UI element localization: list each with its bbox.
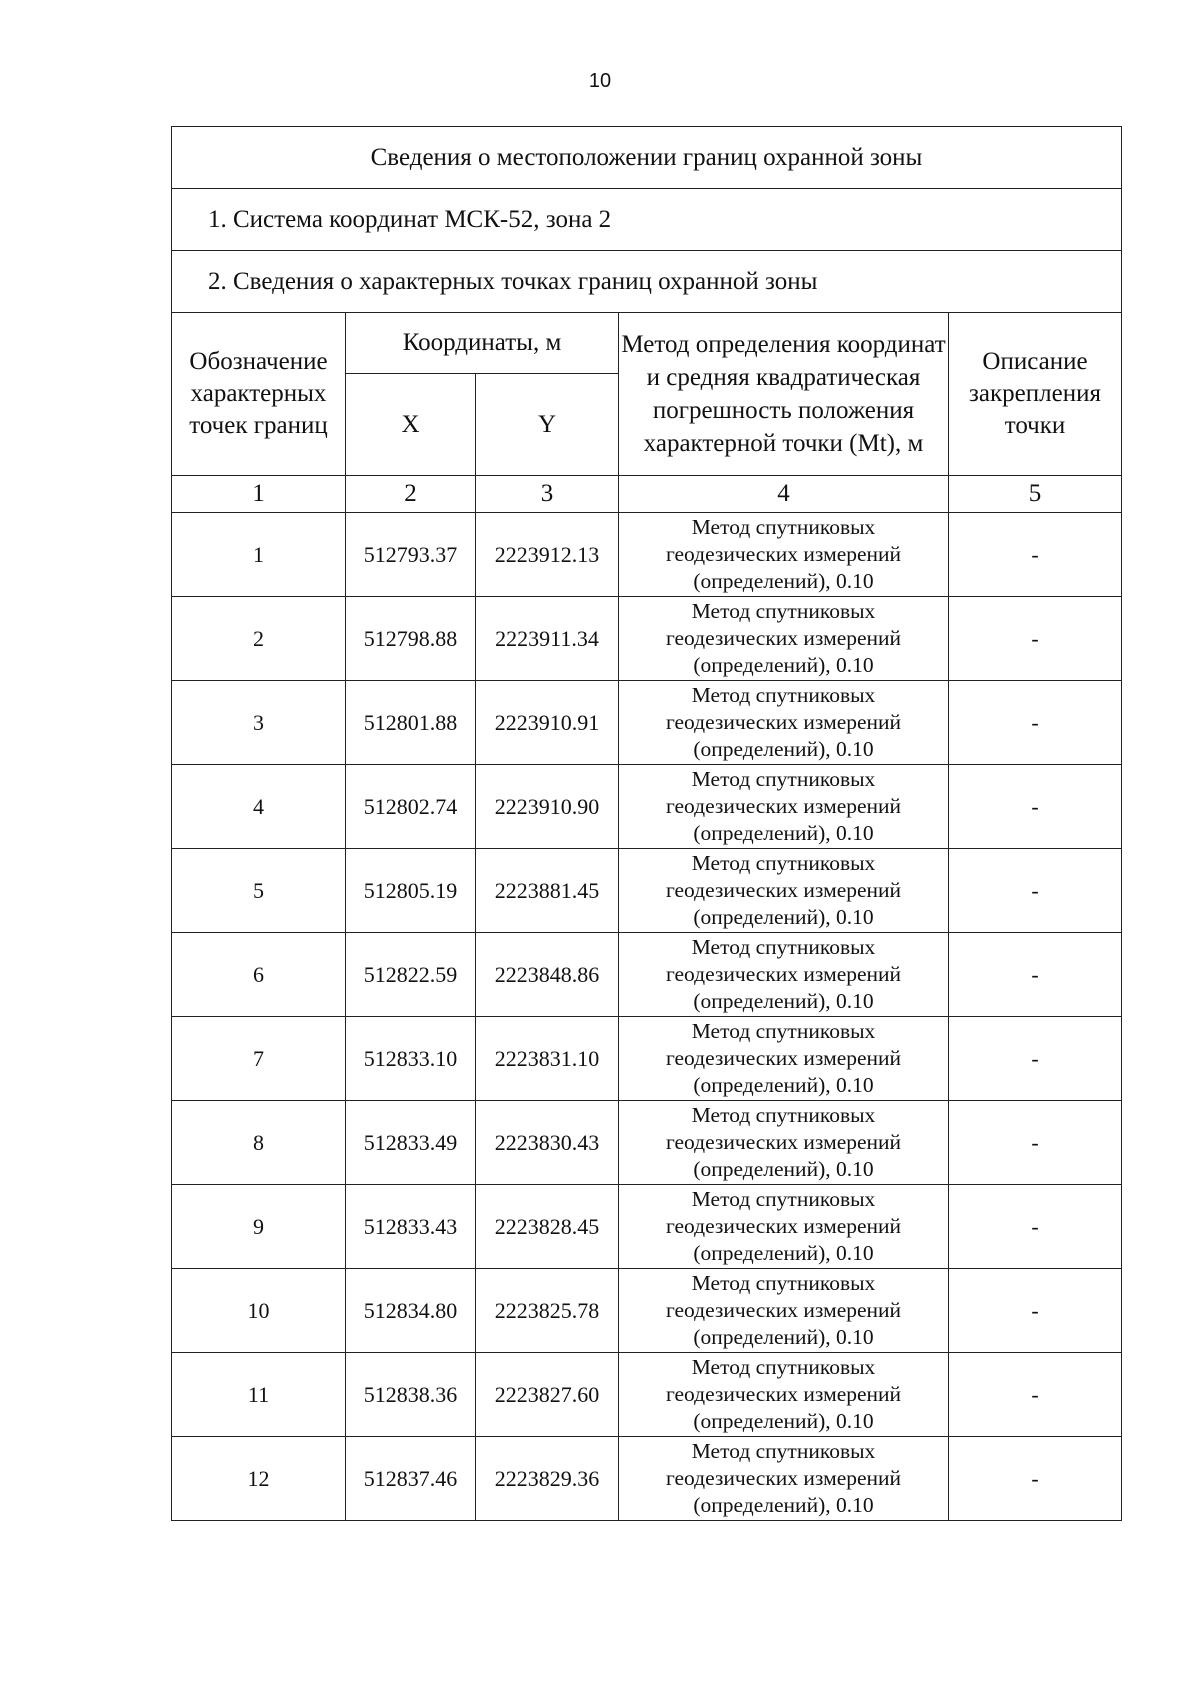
method-line: Метод спутниковых [691, 851, 876, 875]
method-line: геодезических измерений [665, 1046, 902, 1070]
method-line: геодезических измерений [665, 794, 902, 818]
method-line: (определений), 0.10 [693, 1073, 874, 1097]
header-y: Y [476, 374, 619, 476]
point-number-cell: 5 [172, 849, 346, 933]
x-coordinate-cell: 512798.88 [346, 597, 476, 681]
y-coordinate-cell: 2223829.36 [476, 1437, 619, 1521]
table-row [172, 681, 1122, 765]
method-cell [619, 597, 949, 681]
table-row [172, 1437, 1122, 1521]
description-cell: - [949, 1101, 1122, 1185]
method-line: (определений), 0.10 [693, 569, 874, 593]
method-line: (определений), 0.10 [693, 989, 874, 1013]
method-line: Метод спутниковых [691, 767, 876, 791]
method-cell [619, 1269, 949, 1353]
method-cell [619, 765, 949, 849]
method-line: геодезических измерений [665, 626, 902, 650]
method-cell [619, 1101, 949, 1185]
table-row [172, 1101, 1122, 1185]
description-cell: - [949, 849, 1122, 933]
point-number-cell: 7 [172, 1017, 346, 1101]
table-row [172, 1185, 1122, 1269]
point-number-cell: 1 [172, 513, 346, 597]
method-line: Метод спутниковых [691, 1355, 876, 1379]
point-number-cell: 6 [172, 933, 346, 1017]
description-cell: - [949, 1437, 1122, 1521]
y-coordinate-cell: 2223848.86 [476, 933, 619, 1017]
y-coordinate-cell: 2223827.60 [476, 1353, 619, 1437]
description-cell: - [949, 1269, 1122, 1353]
point-number-cell: 10 [172, 1269, 346, 1353]
y-coordinate-cell: 2223830.43 [476, 1101, 619, 1185]
method-line: (определений), 0.10 [693, 1157, 874, 1181]
table-row [172, 597, 1122, 681]
description-cell: - [949, 597, 1122, 681]
x-coordinate-cell: 512802.74 [346, 765, 476, 849]
column-number: 4 [619, 476, 949, 513]
method-line: геодезических измерений [665, 1466, 902, 1490]
y-coordinate-cell: 2223881.45 [476, 849, 619, 933]
x-coordinate-cell: 512833.10 [346, 1017, 476, 1101]
x-coordinate-cell: 512833.43 [346, 1185, 476, 1269]
y-coordinate-cell: 2223831.10 [476, 1017, 619, 1101]
point-number-cell: 4 [172, 765, 346, 849]
method-cell [619, 1353, 949, 1437]
method-line: Метод спутниковых [691, 683, 876, 707]
point-number-cell: 12 [172, 1437, 346, 1521]
y-coordinate-cell: 2223910.90 [476, 765, 619, 849]
x-coordinate-cell: 512801.88 [346, 681, 476, 765]
table-row [172, 849, 1122, 933]
table-row [172, 1269, 1122, 1353]
x-coordinate-cell: 512833.49 [346, 1101, 476, 1185]
x-coordinate-cell: 512822.59 [346, 933, 476, 1017]
method-cell [619, 1017, 949, 1101]
method-line: Метод спутниковых [691, 935, 876, 959]
method-line: геодезических измерений [665, 542, 902, 566]
column-number: 3 [476, 476, 619, 513]
table-row [172, 513, 1122, 597]
method-cell [619, 681, 949, 765]
y-coordinate-cell: 2223911.34 [476, 597, 619, 681]
description-cell: - [949, 765, 1122, 849]
method-line: Метод спутниковых [691, 1019, 876, 1043]
method-cell [619, 849, 949, 933]
point-number-cell: 3 [172, 681, 346, 765]
x-coordinate-cell: 512793.37 [346, 513, 476, 597]
method-line: Метод спутниковых [691, 1439, 876, 1463]
method-line: (определений), 0.10 [693, 821, 874, 845]
table-row [172, 1353, 1122, 1437]
method-cell [619, 513, 949, 597]
method-line: (определений), 0.10 [693, 1493, 874, 1517]
method-cell [619, 1185, 949, 1269]
description-cell: - [949, 1185, 1122, 1269]
x-coordinate-cell: 512805.19 [346, 849, 476, 933]
method-line: (определений), 0.10 [693, 653, 874, 677]
points-info-row: 2. Сведения о характерных точках границ охранной зоны [172, 251, 1122, 313]
method-line: (определений), 0.10 [693, 1409, 874, 1433]
point-number-cell: 2 [172, 597, 346, 681]
description-cell: - [949, 681, 1122, 765]
description-cell: - [949, 1353, 1122, 1437]
description-cell: - [949, 1017, 1122, 1101]
method-line: Метод спутниковых [691, 515, 876, 539]
method-line: Метод спутниковых [691, 1103, 876, 1127]
column-number: 2 [346, 476, 476, 513]
table-row [172, 933, 1122, 1017]
column-number: 5 [949, 476, 1122, 513]
method-line: Метод спутниковых [691, 1187, 876, 1211]
method-line: Метод спутниковых [691, 599, 876, 623]
method-line: (определений), 0.10 [693, 1325, 874, 1349]
table-row [172, 1017, 1122, 1101]
x-coordinate-cell: 512838.36 [346, 1353, 476, 1437]
point-number-cell: 9 [172, 1185, 346, 1269]
header-method: Метод определения координат и средняя квадратическая погрешность положения характерной точки (Mt), м [619, 313, 949, 476]
table-row [172, 765, 1122, 849]
header-description: Описание закрепления точки [949, 313, 1122, 476]
point-number-cell: 8 [172, 1101, 346, 1185]
y-coordinate-cell: 2223912.13 [476, 513, 619, 597]
method-line: геодезических измерений [665, 1382, 902, 1406]
y-coordinate-cell: 2223828.45 [476, 1185, 619, 1269]
header-point: Обозначение характерных точек границ [172, 313, 346, 476]
x-coordinate-cell: 512834.80 [346, 1269, 476, 1353]
page-number: 10 [588, 70, 612, 92]
y-coordinate-cell: 2223910.91 [476, 681, 619, 765]
method-line: (определений), 0.10 [693, 737, 874, 761]
method-line: геодезических измерений [665, 1214, 902, 1238]
method-line: геодезических измерений [665, 710, 902, 734]
header-x: X [346, 374, 476, 476]
boundary-points-table [171, 126, 1122, 1521]
method-line: Метод спутниковых [691, 1271, 876, 1295]
coordinate-system-row: 1. Система координат МСК-52, зона 2 [172, 189, 1122, 251]
method-line: (определений), 0.10 [693, 1241, 874, 1265]
table-title: Сведения о местоположении границ охранной зоны [172, 127, 1122, 189]
method-line: геодезических измерений [665, 1130, 902, 1154]
description-cell: - [949, 513, 1122, 597]
method-line: геодезических измерений [665, 962, 902, 986]
header-coords: Координаты, м [346, 313, 619, 374]
y-coordinate-cell: 2223825.78 [476, 1269, 619, 1353]
method-line: (определений), 0.10 [693, 905, 874, 929]
method-cell [619, 933, 949, 1017]
point-number-cell: 11 [172, 1353, 346, 1437]
description-cell: - [949, 933, 1122, 1017]
method-line: геодезических измерений [665, 1298, 902, 1322]
method-line: геодезических измерений [665, 878, 902, 902]
x-coordinate-cell: 512837.46 [346, 1437, 476, 1521]
method-cell [619, 1437, 949, 1521]
column-number: 1 [172, 476, 346, 513]
column-number-row [172, 476, 1122, 513]
